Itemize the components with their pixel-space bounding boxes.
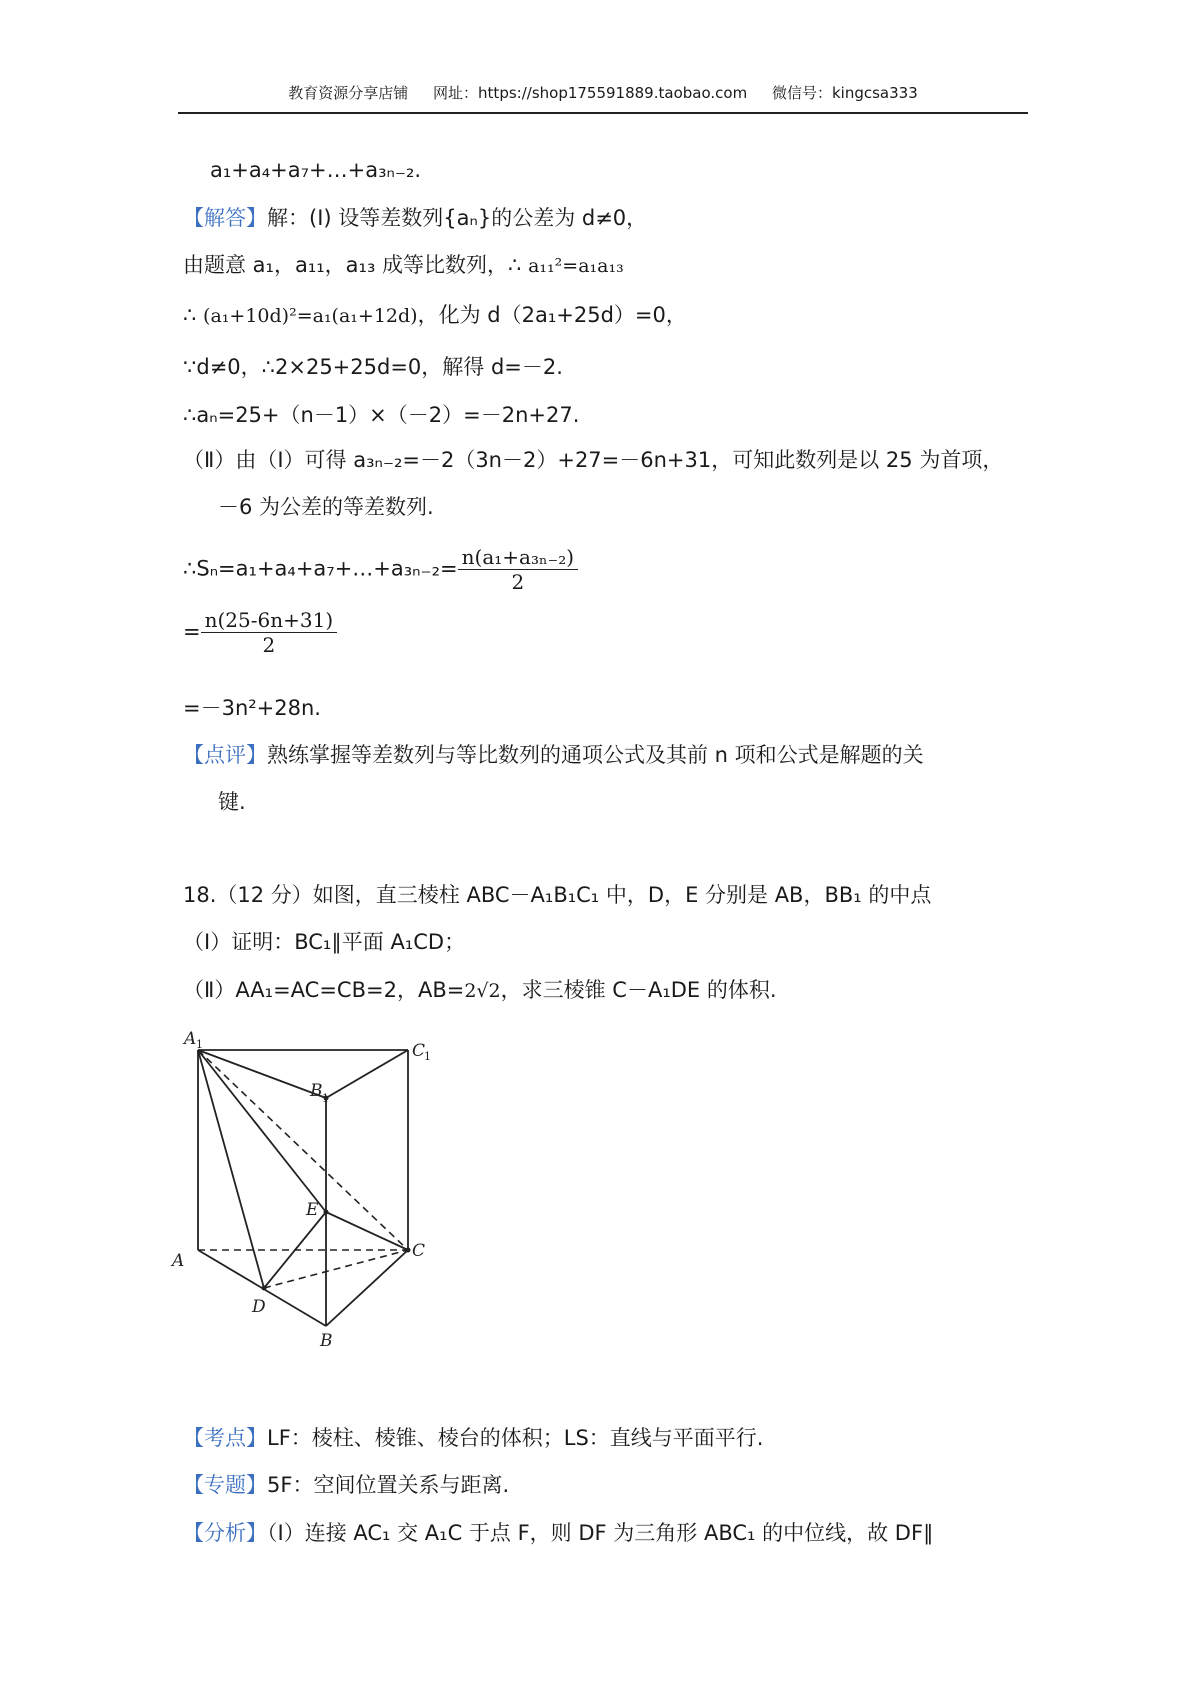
label-c1: C	[412, 1041, 426, 1061]
review-line-2: 键.	[218, 790, 246, 814]
answer-tag: 【解答】	[183, 206, 267, 230]
answer-line-10: =－3n²+28n.	[183, 696, 321, 720]
point-c	[406, 1248, 411, 1253]
zhuanti-text: 5F：空间位置关系与距离.	[267, 1473, 510, 1497]
answer-line-1	[183, 203, 647, 233]
question-18-part-2c: ，求三棱锥 C－A₁DE 的体积.	[500, 978, 777, 1002]
label-d: D	[252, 1297, 266, 1317]
label-a: A	[172, 1251, 185, 1271]
edge-b-c	[326, 1250, 408, 1326]
label-b1: B	[310, 1081, 323, 1101]
label-c1-sub: 1	[424, 1050, 431, 1063]
segment-e-c	[326, 1212, 408, 1250]
segment-a1-d	[198, 1050, 264, 1288]
answer-line-3	[183, 300, 687, 331]
label-b1-sub: 1	[322, 1092, 329, 1105]
previous-question-tail: a₁+a₄+a₇+…+a₃ₙ₋₂.	[210, 158, 422, 182]
sum-formula-left: ∴Sₙ=a₁+a₄+a₇+…+a₃ₙ₋₂=	[183, 556, 458, 581]
page-header	[178, 80, 1028, 114]
answer-line-2	[183, 250, 624, 281]
zhuanti-line	[183, 1470, 509, 1500]
hidden-segment-a1-c	[198, 1050, 408, 1250]
kaodian-text: LF：棱柱、棱锥、棱台的体积；LS：直线与平面平行.	[267, 1426, 764, 1450]
fenxi-text: （Ⅰ）连接 AC₁ 交 A₁C 于点 F，则 DF 为三角形 ABC₁ 的中位线，故 DF∥	[267, 1521, 934, 1545]
kaodian-line	[183, 1423, 763, 1453]
question-18-part-2a: （Ⅱ）AA₁=AC=CB=2，AB=	[183, 978, 465, 1002]
label-a1-sub: 1	[196, 1038, 203, 1051]
zhuanti-tag: 【专题】	[183, 1473, 267, 1497]
edge-b1-c1	[326, 1050, 408, 1098]
answer-text-3c: ，化为 d（2a₁+25d）=0，	[417, 303, 687, 327]
two-root-two: 2√2	[464, 980, 501, 1002]
answer-line-5: ∴aₙ=25+（n－1）×（－2）=－2n+27.	[183, 403, 580, 427]
sum-fraction	[458, 545, 578, 594]
answer-line-7: －6 为公差的等差数列.	[218, 495, 434, 519]
answer-line-4: ∵d≠0，∴2×25+25d=0，解得 d=－2.	[183, 355, 563, 379]
second-fraction	[201, 608, 338, 657]
review-line-1	[183, 740, 924, 770]
label-a1: A	[184, 1029, 197, 1049]
fenxi-tag: 【分析】	[183, 1521, 267, 1545]
point-d	[262, 1286, 267, 1291]
review-tag: 【点评】	[183, 743, 267, 767]
wechat-id: 微信号：kingcsa333	[771, 84, 918, 102]
label-e: E	[306, 1200, 319, 1220]
answer-line-9	[183, 608, 337, 657]
fenxi-line	[183, 1518, 934, 1548]
formula-expanded: (a₁+10d)²=a₁(a₁+12d)	[203, 305, 418, 327]
answer-text-1: 解：(Ⅰ) 设等差数列{aₙ}的公差为 d≠0，	[267, 206, 648, 230]
answer-text-2a: 由题意 a₁，a₁₁，a₁₃ 成等比数列，∴	[183, 253, 529, 277]
answer-line-8	[183, 545, 578, 594]
point-e	[324, 1210, 329, 1215]
sum-fraction-numerator: n(a₁+a₃ₙ₋₂)	[458, 545, 578, 570]
review-text: 熟练掌握等差数列与等比数列的通项公式及其前 n 项和公式是解题的关	[267, 743, 924, 767]
kaodian-tag: 【考点】	[183, 1426, 267, 1450]
question-18: 18.（12 分）如图，直三棱柱 ABC－A₁B₁C₁ 中，D，E 分别是 AB，BB₁ 的中点	[183, 883, 932, 907]
label-b: B	[320, 1331, 333, 1351]
equals-sign: =	[183, 619, 201, 644]
sum-fraction-denominator: 2	[511, 570, 525, 594]
question-18-part-1: （Ⅰ）证明：BC₁∥平面 A₁CD；	[183, 930, 466, 954]
shop-name: 教育资源分享店铺	[288, 84, 409, 102]
answer-line-6: （Ⅱ）由（Ⅰ）可得 a₃ₙ₋₂=－2（3n－2）+27=－6n+31，可知此数列是以 25 为首项，	[183, 448, 1004, 472]
label-c: C	[412, 1241, 426, 1261]
therefore-symbol: ∴	[183, 303, 204, 327]
shop-url: 网址：https://shop175591889.taobao.com	[433, 84, 748, 102]
second-fraction-denominator: 2	[262, 633, 276, 657]
formula-geometric-mean: a₁₁²=a₁a₁₃	[528, 255, 624, 277]
second-fraction-numerator: n(25-6n+31)	[201, 608, 338, 633]
question-18-part-2	[183, 975, 777, 1006]
prism-figure	[172, 1029, 440, 1351]
